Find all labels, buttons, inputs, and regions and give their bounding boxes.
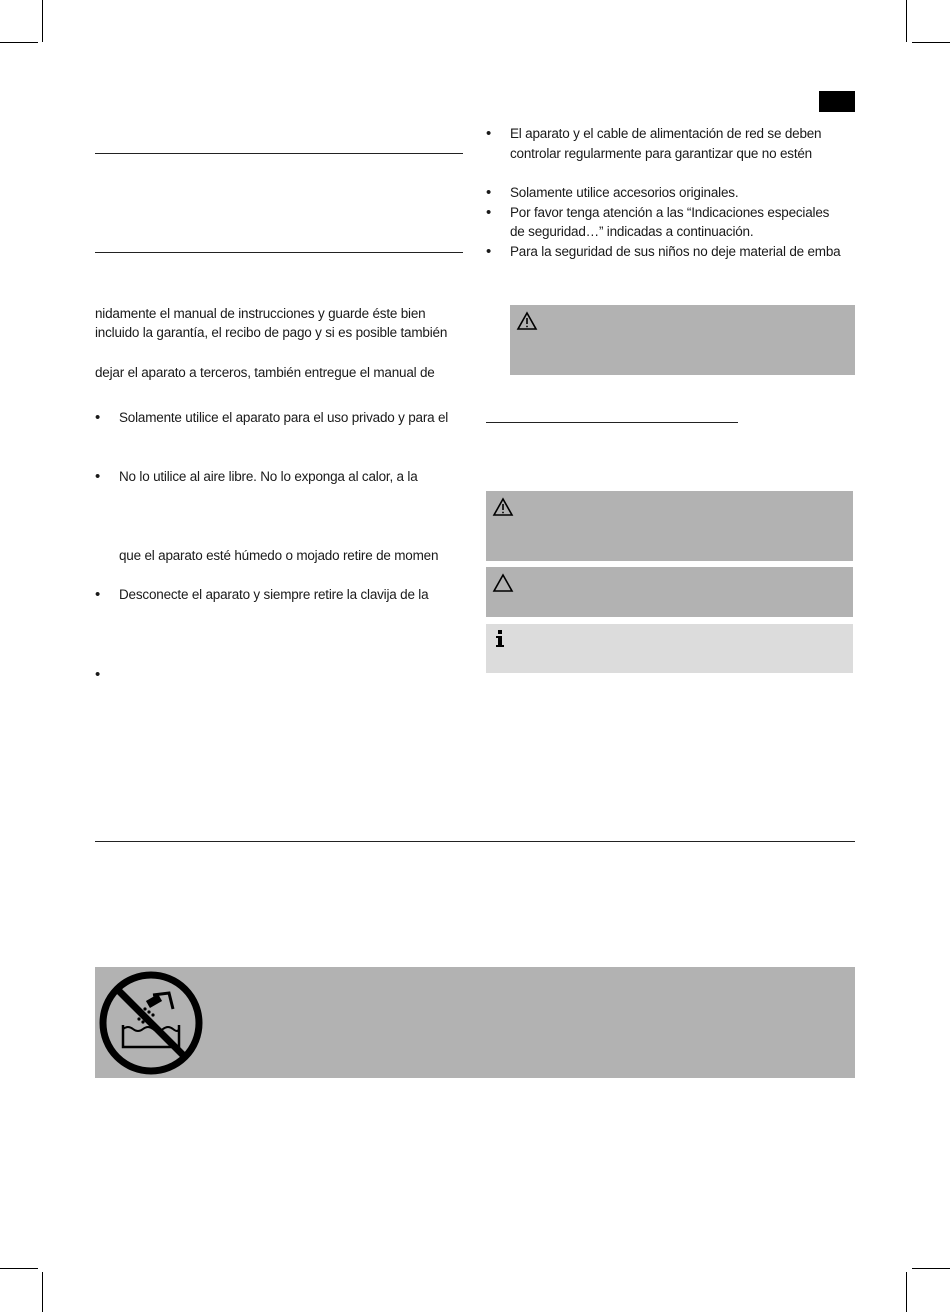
language-tab (819, 91, 855, 112)
bullet-marker: • (486, 125, 492, 142)
caution-triangle-icon (492, 573, 514, 598)
section-rule-1 (95, 153, 463, 154)
crop-mark-bottom-left-h (0, 1268, 38, 1269)
crop-mark-bottom-right-v (906, 1272, 907, 1312)
crop-mark-top-left-h (0, 42, 38, 43)
bullet-marker-empty: • (95, 666, 101, 683)
warning-box-1 (510, 305, 855, 375)
intro-line-2: incluido la garantía, el recibo de pago y si es posible también (95, 325, 448, 340)
bullet-marker: • (486, 204, 492, 221)
crop-mark-top-right-h (912, 42, 950, 43)
section-rule-right (486, 422, 738, 423)
crop-mark-bottom-right-h (912, 1268, 950, 1269)
warning-triangle-icon (492, 497, 514, 522)
info-box (486, 624, 853, 673)
left-continuation: que el aparato esté húmedo o mojado retire de momen (119, 548, 439, 563)
intro-line-3: dejar el aparato a terceros, también entregue el manual de (95, 365, 435, 380)
bullet-marker: • (486, 184, 492, 201)
right-bullet-1-line-2: controlar regularmente para garantizar que no estén (510, 146, 812, 161)
section-rule-full (95, 841, 855, 842)
section-rule-2 (95, 252, 463, 253)
left-bullet-2: No lo utilice al aire libre. No lo exponga al calor, a la (119, 469, 418, 484)
no-water-warning-box (95, 967, 855, 1078)
crop-mark-top-left-v (42, 0, 43, 42)
right-bullet-3-line-1: Por favor tenga atención a las “Indicaciones especiales (510, 205, 830, 220)
warning-box-2 (486, 491, 853, 561)
crop-mark-top-right-v (906, 0, 907, 42)
crop-mark-bottom-left-v (42, 1272, 43, 1312)
bullet-marker: • (95, 586, 101, 603)
info-icon (494, 629, 506, 654)
right-bullet-3-line-2: de seguridad…” indicadas a continuación. (510, 224, 754, 239)
left-bullet-3: Desconecte el aparato y siempre retire la clavija de la (119, 587, 429, 602)
caution-box (486, 567, 853, 617)
left-bullet-1: Solamente utilice el aparato para el uso privado y para el (119, 410, 449, 425)
bullet-marker: • (486, 243, 492, 260)
no-water-immersion-icon (97, 969, 205, 1082)
right-bullet-4: Para la seguridad de sus niños no deje material de emba (510, 244, 841, 259)
bullet-marker: • (95, 468, 101, 485)
right-bullet-1-line-1: El aparato y el cable de alimentación de red se deben (510, 126, 822, 141)
bullet-marker: • (95, 409, 101, 426)
right-bullet-2: Solamente utilice accesorios originales. (510, 185, 739, 200)
warning-triangle-icon (516, 311, 538, 336)
intro-line-1: nidamente el manual de instrucciones y guarde éste bien (95, 306, 426, 321)
